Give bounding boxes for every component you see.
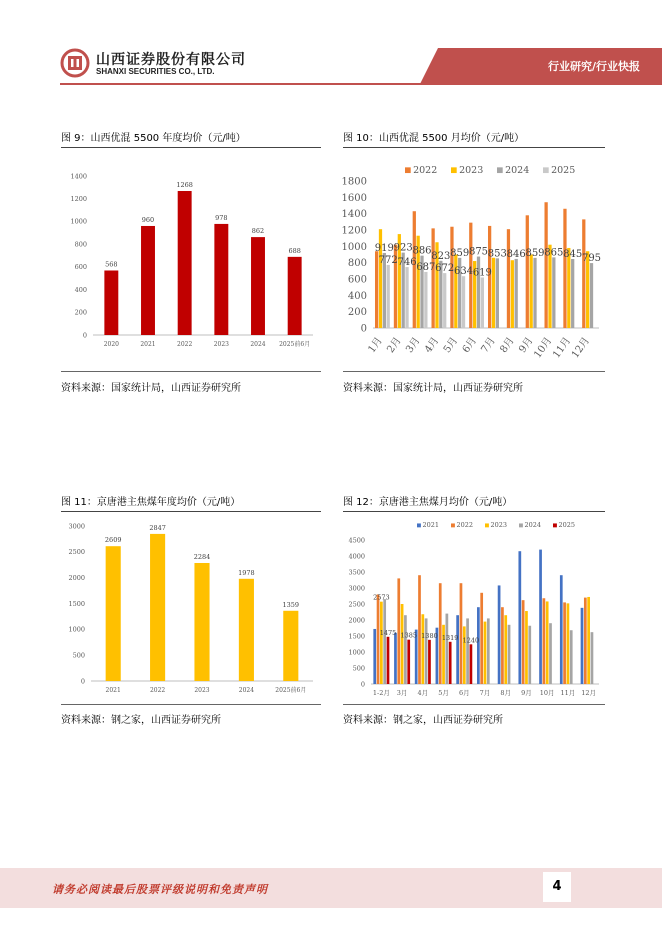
data-label: 1240 [462, 636, 480, 645]
data-label: 1268 [176, 180, 193, 189]
page-number: 4 [552, 879, 562, 894]
y-tick-label: 1800 [341, 176, 367, 188]
report-tag: 行业研究/行业快报 [547, 60, 640, 73]
bar [428, 640, 431, 684]
y-tick-label: 1200 [70, 194, 87, 203]
figure-9-title: 图 9：山西优混 5500 年度均价（元/吨） [61, 133, 246, 144]
bar [501, 607, 504, 684]
company-name-cn: 山西证券股份有限公司 [96, 52, 246, 68]
x-tick-label: 2024 [250, 341, 266, 348]
figure-12-title: 图 12：京唐港主焦煤月均价（元/吨） [343, 497, 513, 508]
bar [421, 614, 424, 684]
y-tick-label: 2000 [348, 616, 365, 625]
x-tick-label: 2023 [213, 341, 229, 348]
data-label: 746 [397, 257, 417, 269]
bar [443, 273, 446, 328]
data-label: 687 [416, 261, 436, 273]
y-tick-label: 4500 [348, 536, 365, 545]
x-tick-label: 2023 [194, 687, 210, 694]
y-tick-label: 1400 [341, 209, 367, 221]
data-label: 960 [141, 215, 155, 224]
bar [507, 229, 510, 328]
bar [239, 579, 254, 681]
header-divider [60, 83, 662, 85]
bar [496, 258, 499, 328]
figure-12-chart [343, 514, 605, 704]
y-tick-label: 1000 [341, 241, 367, 253]
legend-label: 2025 [558, 521, 576, 529]
bar [450, 227, 453, 328]
bar [466, 618, 469, 684]
figure-10-source: 资料来源：国家统计局，山西证券研究所 [343, 383, 523, 394]
legend-swatch [543, 167, 549, 173]
x-tick-label: 10月 [532, 335, 555, 361]
legend-swatch [417, 523, 421, 527]
data-label: 859 [525, 247, 545, 259]
data-label: 853 [487, 248, 507, 260]
data-label: 619 [472, 267, 492, 279]
bar [528, 626, 531, 684]
x-tick-label: 2024 [238, 687, 255, 694]
bar [560, 575, 563, 684]
y-tick-label: 500 [352, 664, 365, 673]
bar [487, 618, 490, 684]
y-tick-label: 0 [80, 677, 85, 686]
data-label: 859 [450, 247, 470, 259]
figure-9-bottom-rule [61, 371, 321, 372]
y-tick-label: 3000 [348, 584, 365, 593]
bar [563, 209, 566, 328]
bar [546, 601, 549, 684]
y-tick-label: 1400 [70, 172, 87, 181]
bar [498, 585, 501, 684]
data-label: 923 [393, 242, 413, 254]
legend-label: 2024 [505, 165, 530, 176]
bar [504, 615, 507, 684]
bar [544, 202, 547, 328]
y-tick-label: 800 [347, 258, 367, 270]
legend-swatch [485, 523, 489, 527]
figure-10-title: 图 10：山西优混 5500 月均价（元/吨） [343, 133, 525, 144]
x-tick-label: 5月 [438, 689, 449, 697]
bar [518, 551, 521, 684]
legend-swatch [497, 167, 503, 173]
bar [425, 618, 428, 684]
bar [552, 257, 555, 328]
x-tick-label: 11月 [551, 335, 574, 361]
y-tick-label: 200 [347, 307, 367, 319]
y-tick-label: 0 [82, 331, 87, 340]
legend-label: 2022 [456, 521, 474, 529]
bar [251, 237, 265, 335]
bar [543, 598, 546, 684]
x-tick-label: 2月 [385, 335, 404, 356]
x-tick-label: 1-2月 [372, 689, 390, 697]
data-label: 1978 [238, 568, 255, 577]
company-logo [60, 48, 90, 82]
data-label: 978 [215, 213, 228, 222]
x-tick-label: 2021 [105, 687, 121, 694]
data-label: 672 [435, 263, 455, 275]
bar [533, 258, 536, 328]
legend-swatch [553, 523, 557, 527]
bar [288, 257, 302, 335]
x-tick-label: 10月 [539, 689, 555, 697]
bar [104, 270, 118, 335]
x-tick-label: 8月 [498, 335, 517, 356]
bar [456, 615, 459, 684]
bar [404, 615, 407, 684]
y-tick-label: 2000 [68, 573, 85, 582]
bar [511, 260, 514, 328]
legend-label: 2022 [413, 165, 438, 176]
figure-10-bottom-rule [343, 371, 605, 372]
bar [477, 607, 480, 684]
data-label: 886 [412, 245, 432, 257]
bar [549, 623, 552, 684]
data-label: 845 [563, 248, 583, 260]
x-tick-label: 3月 [404, 335, 423, 356]
bar [484, 622, 487, 684]
bar [106, 546, 121, 681]
bar [214, 224, 228, 335]
x-tick-label: 2025前6月 [279, 341, 311, 348]
figure-12-source: 资料来源：钢之家，山西证券研究所 [343, 715, 503, 726]
bar [194, 563, 209, 681]
data-label: 2609 [104, 536, 122, 545]
bar [462, 276, 465, 328]
legend-label: 2024 [524, 521, 542, 529]
figure-10-top-rule [343, 147, 605, 148]
bar [522, 600, 525, 684]
figure-12-top-rule [343, 511, 605, 512]
data-label: 1319 [441, 633, 459, 642]
y-tick-label: 600 [347, 274, 367, 286]
y-tick-label: 1500 [68, 599, 85, 608]
bar [460, 583, 463, 684]
legend-swatch [519, 523, 523, 527]
data-label: 875 [468, 246, 489, 258]
y-tick-label: 0 [360, 323, 367, 335]
y-tick-label: 2500 [68, 548, 85, 557]
legend-swatch [451, 167, 457, 173]
x-tick-label: 9月 [521, 689, 532, 697]
bar [526, 215, 529, 328]
y-tick-label: 2500 [348, 600, 365, 609]
disclaimer-notice: 请务必阅读最后股票评级说明和免责声明 [52, 883, 268, 896]
x-tick-label: 8月 [500, 689, 512, 697]
legend-label: 2025 [551, 165, 576, 176]
x-tick-label: 11月 [560, 689, 576, 697]
y-tick-label: 500 [72, 651, 85, 660]
bar [591, 632, 594, 684]
x-tick-label: 7月 [479, 335, 498, 356]
bar [394, 633, 397, 684]
bar [383, 599, 386, 684]
data-label: 634 [453, 266, 474, 278]
x-tick-label: 2020 [103, 341, 119, 348]
bar [387, 637, 390, 684]
bar [515, 259, 518, 328]
legend-swatch [405, 167, 411, 173]
y-tick-label: 3000 [68, 522, 85, 531]
bar [584, 598, 587, 684]
bar [582, 219, 585, 328]
x-tick-label: 2022 [149, 687, 166, 694]
data-label: 919 [374, 242, 394, 254]
bar [590, 263, 593, 328]
y-tick-label: 800 [74, 240, 87, 249]
figure-11-title: 图 11：京唐港主焦煤年度均价（元/吨） [61, 497, 241, 508]
y-tick-label: 1500 [348, 632, 365, 641]
y-tick-label: 600 [74, 263, 87, 272]
bar [525, 611, 528, 684]
y-tick-label: 3500 [348, 568, 365, 577]
figure-12-bottom-rule [343, 704, 605, 705]
bar [387, 265, 390, 328]
x-tick-label: 4月 [422, 335, 442, 356]
page-header [0, 0, 662, 90]
bar [141, 226, 155, 335]
figure-10-chart [343, 152, 605, 367]
data-label: 1385 [400, 631, 417, 640]
data-label: 846 [506, 248, 526, 260]
legend-label: 2023 [459, 165, 484, 176]
bar [401, 604, 404, 684]
data-label: 772 [378, 254, 398, 266]
figure-9-top-rule [61, 147, 321, 148]
bar [463, 626, 466, 684]
bar [178, 191, 192, 335]
company-logo-icon [60, 48, 90, 78]
figure-11-bottom-rule [61, 704, 321, 705]
y-tick-label: 200 [74, 308, 87, 317]
bar [481, 277, 484, 328]
bar [283, 611, 298, 681]
y-tick-label: 400 [347, 290, 367, 302]
x-tick-label: 7月 [479, 689, 491, 697]
data-label: 795 [581, 253, 602, 265]
bar [373, 629, 376, 684]
figure-11-source: 资料来源：钢之家，山西证券研究所 [61, 715, 221, 726]
data-label: 688 [288, 246, 301, 255]
bar [150, 534, 165, 681]
bar [449, 642, 452, 684]
x-tick-label: 9月 [517, 335, 536, 356]
y-tick-label: 4000 [348, 552, 365, 561]
bar [424, 272, 427, 328]
data-label: 1359 [282, 600, 300, 609]
bar [377, 594, 380, 684]
data-label: 823 [431, 250, 451, 262]
x-tick-label: 3月 [396, 689, 408, 697]
bar [581, 608, 584, 684]
data-label: 2573 [373, 593, 390, 602]
x-tick-label: 4月 [417, 689, 429, 697]
bar [492, 258, 495, 328]
bar [480, 593, 483, 684]
bar [571, 259, 574, 328]
y-tick-label: 1000 [70, 217, 87, 226]
x-tick-label: 2022 [177, 341, 193, 348]
y-tick-label: 1600 [341, 192, 367, 204]
bar [407, 640, 410, 684]
data-label: 1380 [421, 631, 438, 640]
bar [431, 228, 434, 328]
figure-9-source: 资料来源：国家统计局，山西证券研究所 [61, 383, 241, 394]
bar [539, 550, 542, 684]
legend-label: 2021 [422, 521, 440, 529]
bar [530, 255, 533, 329]
x-tick-label: 2021 [140, 341, 156, 348]
legend-swatch [451, 523, 455, 527]
y-tick-label: 1000 [348, 648, 365, 657]
bar [446, 614, 449, 684]
bar [508, 625, 511, 684]
data-label: 1475 [379, 628, 397, 637]
data-label: 862 [251, 227, 265, 236]
bar [405, 267, 408, 328]
data-label: 568 [105, 260, 118, 269]
x-tick-label: 2025前6月 [275, 687, 307, 694]
bar [563, 602, 566, 684]
data-label: 865 [544, 247, 564, 259]
x-tick-label: 12月 [569, 335, 593, 361]
x-tick-label: 6月 [458, 689, 470, 697]
bar [470, 644, 473, 684]
bar [418, 575, 421, 684]
y-tick-label: 1000 [68, 625, 85, 634]
data-label: 2847 [149, 523, 166, 532]
x-tick-label: 6月 [460, 335, 480, 356]
bar [380, 602, 383, 684]
bar [570, 630, 573, 684]
bar [567, 603, 570, 684]
bar [587, 597, 590, 684]
y-tick-label: 400 [74, 285, 87, 294]
y-tick-label: 0 [360, 680, 365, 689]
y-tick-label: 1200 [341, 225, 367, 237]
x-tick-label: 1月 [366, 335, 385, 356]
figure-9-chart [61, 152, 321, 362]
figure-11-chart [61, 514, 321, 704]
legend-label: 2023 [490, 521, 508, 529]
x-tick-label: 5月 [441, 335, 461, 356]
company-name-en: SHANXI SECURITIES CO., LTD. [96, 67, 215, 76]
data-label: 2284 [193, 552, 211, 561]
figure-11-top-rule [61, 511, 321, 512]
x-tick-label: 12月 [581, 689, 597, 697]
